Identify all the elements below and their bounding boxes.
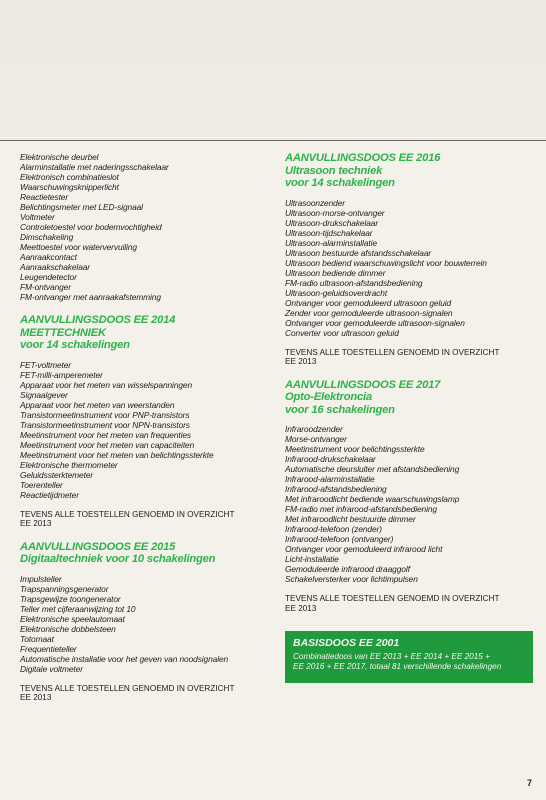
note-line: TEVENS ALLE TOESTELLEN GENOEMD IN OVERZICHT bbox=[20, 683, 235, 693]
list-item: Converter voor ultrasoon geluid bbox=[285, 327, 399, 338]
title-line: AANVULLINGSDOOS EE 2014 bbox=[20, 314, 176, 326]
note-line: TEVENS ALLE TOESTELLEN GENOEMD IN OVERZICHT bbox=[20, 509, 235, 519]
title-line: Ultrasoon techniek bbox=[285, 164, 383, 177]
section-title-ee2015 bbox=[20, 541, 260, 566]
note-line: EE 2013 bbox=[20, 519, 52, 528]
list-item: Ontvanger voor gemoduleerd ultrasoon geluid bbox=[285, 297, 452, 308]
basisdoos-box bbox=[285, 631, 533, 683]
left-column bbox=[20, 152, 260, 703]
section-ee2015 bbox=[20, 541, 260, 703]
list-item: Alarminstallatie met naderingsschakelaar bbox=[20, 162, 169, 172]
note-line: TEVENS ALLE TOESTELLEN GENOEMD IN OVERZICHT bbox=[285, 347, 500, 357]
title-line: Opto-Elektroncia bbox=[285, 391, 372, 403]
header-divider-line bbox=[0, 140, 546, 141]
note-ee2014 bbox=[20, 510, 260, 529]
list-item: Ontvanger voor gemoduleerd infrarood licht bbox=[285, 544, 443, 554]
list-item: Apparaat voor het meten van wisselspanningen bbox=[20, 379, 193, 390]
list-item: Trapspanningsgenerator bbox=[20, 583, 109, 594]
list-item: Infrarood-telefoon (zender) bbox=[285, 524, 382, 534]
list-item: Transistormeetinstrument voor PNP-transistors bbox=[20, 409, 190, 420]
list-item: FM-ontvanger met aanraakafstemming bbox=[20, 292, 161, 302]
list-item: Elektronische speelautomaat bbox=[20, 613, 125, 624]
list-item: FM-radio met infrarood-afstandsbediening bbox=[285, 504, 437, 514]
list-item: Ultrasoon-tijdschakelaar bbox=[285, 227, 373, 238]
list-item: Licht-installatie bbox=[285, 554, 339, 564]
top-blank-area bbox=[0, 0, 546, 140]
list-item: Ultrasoon-morse-ontvanger bbox=[285, 207, 385, 218]
list-item: Ultrasoon bediend waarschuwingslicht voor bouwterrein bbox=[285, 257, 487, 268]
list-ee2016 bbox=[285, 198, 535, 338]
list-item: Aanraakcontact bbox=[20, 252, 77, 262]
list-item: Digitale voltmeter bbox=[20, 663, 83, 674]
list-item: Impulsteller bbox=[20, 573, 62, 584]
list-item: FET-voltmeter bbox=[20, 359, 71, 370]
list-item: Ultrasoon bediende dimmer bbox=[285, 267, 386, 278]
list-item: Leugendetector bbox=[20, 272, 77, 282]
list-item: Totomaat bbox=[20, 633, 54, 644]
list-item: Toerenteller bbox=[20, 479, 63, 490]
note-line: EE 2013 bbox=[285, 603, 317, 613]
list-item: Apparaat voor het meten van weerstanden bbox=[20, 399, 175, 410]
list-item: FET-milli-amperemeter bbox=[20, 369, 103, 380]
list-basic bbox=[20, 152, 260, 302]
list-item: Meettoestel voor watervervuiling bbox=[20, 242, 137, 252]
list-ee2014 bbox=[20, 360, 260, 500]
list-item: FM-ontvanger bbox=[20, 282, 71, 292]
list-item: Morse-ontvanger bbox=[285, 434, 347, 444]
title-line: AANVULLINGSDOOS EE 2017 bbox=[285, 378, 441, 391]
list-item: Teller met cijferaanwijzing tot 10 bbox=[20, 603, 136, 614]
note-ee2015 bbox=[20, 684, 260, 703]
page-number: 7 bbox=[526, 778, 532, 788]
list-ee2015 bbox=[20, 574, 260, 674]
list-item: Schakelversterker voor lichtimpulsen bbox=[285, 574, 418, 584]
title-line: voor 14 schakelingen bbox=[285, 177, 395, 189]
note-ee2016 bbox=[285, 348, 535, 367]
list-item: Zender voor gemoduleerde ultrasoon-signalen bbox=[285, 307, 453, 318]
title-line: Digitaaltechniek voor 10 schakelingen bbox=[20, 553, 216, 565]
list-item: Automatische deursluiter met afstandsbediening bbox=[285, 464, 460, 474]
section-ee2014 bbox=[20, 314, 260, 529]
list-item: Automatische installatie voor het geven van noodsignalen bbox=[20, 653, 229, 664]
list-item: Meetinstrument voor het meten van frequenties bbox=[20, 429, 192, 440]
list-item: Voltmeter bbox=[20, 212, 55, 222]
note-line: TEVENS ALLE TOESTELLEN GENOEMD IN OVERZICHT bbox=[285, 594, 500, 603]
list-item: Infraroodzender bbox=[285, 424, 343, 434]
list-item: Meetinstrument voor het meten van belichtingssterkte bbox=[20, 449, 214, 460]
list-item: Infrarood-alarminstallatie bbox=[285, 474, 375, 484]
list-item: Reactietijdmeter bbox=[20, 489, 79, 500]
basisdoos-line: EE 2016 + EE 2017, totaal 81 verschillende schakelingen bbox=[293, 662, 502, 671]
list-item: Ultrasoon-drukschakelaar bbox=[285, 217, 379, 228]
list-item: Infrarood-drukschakelaar bbox=[285, 454, 376, 464]
list-item: Ontvanger voor gemoduleerde ultrasoon-signalen bbox=[285, 317, 465, 328]
right-column bbox=[285, 152, 535, 683]
section-title-ee2014 bbox=[20, 314, 260, 352]
note-line: EE 2013 bbox=[20, 693, 52, 702]
title-line: voor 16 schakelingen bbox=[285, 403, 395, 416]
section-title-ee2016 bbox=[285, 152, 535, 190]
list-item: Reactietester bbox=[20, 192, 69, 202]
basisdoos-title: BASISDOOS EE 2001 bbox=[293, 637, 400, 649]
basisdoos-line: Combinatiedoos van EE 2013 + EE 2014 + EE 2015 + bbox=[293, 652, 490, 661]
section-title-ee2017 bbox=[285, 379, 535, 417]
list-item: Met infraroodlicht bestuurde dimmer bbox=[285, 514, 416, 524]
list-item: Meetinstrument voor belichtingssterkte bbox=[285, 444, 425, 454]
list-item: FM-radio ultrasoon-afstandsbediening bbox=[285, 277, 423, 288]
section-ee2016 bbox=[285, 152, 535, 367]
list-item: Infrarood-telefoon (ontvanger) bbox=[285, 534, 394, 544]
list-item: Met infraroodlicht bediende waarschuwingslamp bbox=[285, 494, 460, 504]
list-item: Waarschuwingsknipperlicht bbox=[20, 182, 119, 192]
list-item: Infrarood-afstandsbediening bbox=[285, 484, 387, 494]
basisdoos-text bbox=[293, 652, 525, 672]
list-item: Elektronische deurbel bbox=[20, 152, 99, 162]
note-line: EE 2013 bbox=[285, 357, 317, 366]
list-item: Meetinstrument voor het meten van capaciteiten bbox=[20, 439, 195, 450]
list-item: Dimschakeling bbox=[20, 232, 74, 242]
list-item: Ultrasoon bestuurde afstandsschakelaar bbox=[285, 247, 432, 258]
list-item: Gemoduleerde infrarood draaggolf bbox=[285, 564, 410, 574]
list-ee2017 bbox=[285, 424, 535, 584]
title-line: AANVULLINGSDOOS EE 2015 bbox=[20, 540, 176, 553]
list-item: Ultrasoonzender bbox=[285, 197, 345, 208]
list-item: Geluidssterktemeter bbox=[20, 469, 94, 480]
list-item: Ultrasoon-geluidsoverdracht bbox=[285, 287, 388, 298]
title-line: MEETTECHNIEK bbox=[20, 326, 106, 339]
note-ee2017 bbox=[285, 594, 535, 613]
title-line: voor 14 schakelingen bbox=[20, 339, 130, 351]
list-item: Controletoestel voor bodemvochtigheid bbox=[20, 222, 162, 232]
list-item: Elektronische thermometer bbox=[20, 459, 118, 470]
list-item: Aanraakschakelaar bbox=[20, 262, 90, 272]
list-item: Elektronische dobbelsteen bbox=[20, 623, 116, 634]
title-line: AANVULLINGSDOOS EE 2016 bbox=[285, 152, 441, 164]
list-item: Ultrasoon-alarminstallatie bbox=[285, 237, 377, 248]
list-item: Elektronisch combinatieslot bbox=[20, 172, 119, 182]
list-item: Trapsgewijze toongenerator bbox=[20, 593, 121, 604]
section-ee2017 bbox=[285, 379, 535, 614]
list-item: Transistormeetinstrument voor NPN-transistors bbox=[20, 419, 190, 430]
list-item: Belichtingsmeter met LED-signaal bbox=[20, 202, 143, 212]
list-item: Frequentieteller bbox=[20, 643, 77, 654]
list-item: Signaalgever bbox=[20, 389, 68, 400]
